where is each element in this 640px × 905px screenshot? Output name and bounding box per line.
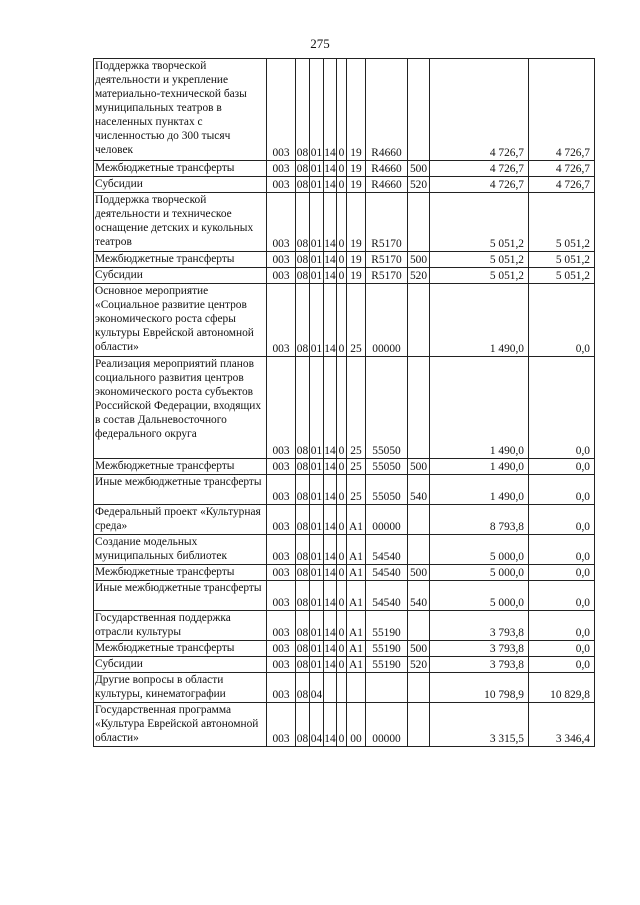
row-name: Межбюджетные трансферты bbox=[94, 641, 267, 657]
target-code-3: 25 bbox=[347, 475, 366, 505]
table-row bbox=[94, 252, 595, 268]
ved-code: 003 bbox=[267, 581, 296, 611]
section-code: 08 bbox=[296, 252, 310, 268]
row-name: Субсидии bbox=[94, 177, 267, 193]
sum-year-1: 1 490,0 bbox=[430, 459, 529, 475]
section-code: 08 bbox=[296, 673, 310, 703]
section-code: 08 bbox=[296, 161, 310, 177]
row-name: Поддержка творческой деятельности и укрепление материально-технической базы муниципальных театров в населенных пунктах с численностью до 300 тысяч человек bbox=[94, 59, 267, 161]
target-code-1: 14 bbox=[324, 703, 337, 747]
target-code-4: R4660 bbox=[366, 59, 408, 161]
table-row bbox=[94, 193, 595, 252]
target-code-4: 54540 bbox=[366, 565, 408, 581]
target-code-1: 14 bbox=[324, 193, 337, 252]
target-code-2: 0 bbox=[337, 268, 347, 284]
sum-year-1: 4 726,7 bbox=[430, 59, 529, 161]
target-code-2: 0 bbox=[337, 535, 347, 565]
table-row bbox=[94, 161, 595, 177]
sum-year-2: 0,0 bbox=[529, 475, 595, 505]
target-code-4: R4660 bbox=[366, 161, 408, 177]
target-code-2: 0 bbox=[337, 193, 347, 252]
target-code-2: 0 bbox=[337, 581, 347, 611]
target-code-4: R5170 bbox=[366, 193, 408, 252]
section-code: 08 bbox=[296, 193, 310, 252]
row-name: Иные межбюджетные трансферты bbox=[94, 581, 267, 611]
target-code-4: R4660 bbox=[366, 177, 408, 193]
target-code-1: 14 bbox=[324, 177, 337, 193]
ved-code: 003 bbox=[267, 657, 296, 673]
target-code-4: 55190 bbox=[366, 641, 408, 657]
expense-type-code: 500 bbox=[408, 459, 430, 475]
ved-code: 003 bbox=[267, 193, 296, 252]
sum-year-2: 5 051,2 bbox=[529, 193, 595, 252]
subsection-code: 01 bbox=[310, 177, 324, 193]
sum-year-1: 1 490,0 bbox=[430, 357, 529, 459]
sum-year-1: 1 490,0 bbox=[430, 284, 529, 357]
subsection-code: 01 bbox=[310, 284, 324, 357]
section-code: 08 bbox=[296, 505, 310, 535]
section-code: 08 bbox=[296, 177, 310, 193]
expense-type-code bbox=[408, 673, 430, 703]
sum-year-1: 5 000,0 bbox=[430, 535, 529, 565]
row-name: Межбюджетные трансферты bbox=[94, 252, 267, 268]
target-code-2: 0 bbox=[337, 177, 347, 193]
sum-year-1: 3 793,8 bbox=[430, 641, 529, 657]
section-code: 08 bbox=[296, 641, 310, 657]
sum-year-2: 0,0 bbox=[529, 357, 595, 459]
sum-year-2: 10 829,8 bbox=[529, 673, 595, 703]
table-row bbox=[94, 673, 595, 703]
target-code-4: 54540 bbox=[366, 581, 408, 611]
section-code: 08 bbox=[296, 581, 310, 611]
sum-year-2: 0,0 bbox=[529, 535, 595, 565]
row-name: Иные межбюджетные трансферты bbox=[94, 475, 267, 505]
expense-type-code bbox=[408, 505, 430, 535]
target-code-4 bbox=[366, 673, 408, 703]
sum-year-1: 8 793,8 bbox=[430, 505, 529, 535]
target-code-4: 55050 bbox=[366, 357, 408, 459]
expense-type-code: 500 bbox=[408, 252, 430, 268]
target-code-2: 0 bbox=[337, 161, 347, 177]
subsection-code: 01 bbox=[310, 581, 324, 611]
sum-year-1: 3 793,8 bbox=[430, 657, 529, 673]
expense-type-code: 500 bbox=[408, 161, 430, 177]
page-number: 275 bbox=[310, 36, 330, 51]
target-code-1: 14 bbox=[324, 565, 337, 581]
table-row bbox=[94, 535, 595, 565]
table-row bbox=[94, 475, 595, 505]
expense-type-code bbox=[408, 59, 430, 161]
row-name: Поддержка творческой деятельности и техническое оснащение детских и кукольных театров bbox=[94, 193, 267, 252]
target-code-1: 14 bbox=[324, 268, 337, 284]
subsection-code: 01 bbox=[310, 252, 324, 268]
expense-type-code: 540 bbox=[408, 581, 430, 611]
table-row bbox=[94, 657, 595, 673]
row-name: Реализация мероприятий планов социального развития центров экономического роста субъектов Российской Федерации, входящих в состав Дальневосточного федерального округа bbox=[94, 357, 267, 459]
target-code-2: 0 bbox=[337, 357, 347, 459]
target-code-2: 0 bbox=[337, 59, 347, 161]
sum-year-2: 5 051,2 bbox=[529, 252, 595, 268]
target-code-1: 14 bbox=[324, 611, 337, 641]
sum-year-2: 0,0 bbox=[529, 581, 595, 611]
expense-type-code: 520 bbox=[408, 268, 430, 284]
subsection-code: 04 bbox=[310, 703, 324, 747]
ved-code: 003 bbox=[267, 459, 296, 475]
expense-type-code: 520 bbox=[408, 657, 430, 673]
sum-year-1: 1 490,0 bbox=[430, 475, 529, 505]
table-row bbox=[94, 59, 595, 161]
target-code-1: 14 bbox=[324, 161, 337, 177]
target-code-3: 19 bbox=[347, 161, 366, 177]
ved-code: 003 bbox=[267, 475, 296, 505]
ved-code: 003 bbox=[267, 565, 296, 581]
ved-code: 003 bbox=[267, 535, 296, 565]
sum-year-1: 3 793,8 bbox=[430, 611, 529, 641]
target-code-1: 14 bbox=[324, 459, 337, 475]
expense-type-code bbox=[408, 535, 430, 565]
target-code-4: 54540 bbox=[366, 535, 408, 565]
table-row bbox=[94, 284, 595, 357]
target-code-4: R5170 bbox=[366, 252, 408, 268]
ved-code: 003 bbox=[267, 268, 296, 284]
subsection-code: 01 bbox=[310, 611, 324, 641]
row-name: Федеральный проект «Культурная среда» bbox=[94, 505, 267, 535]
table-row bbox=[94, 611, 595, 641]
ved-code: 003 bbox=[267, 703, 296, 747]
target-code-4: R5170 bbox=[366, 268, 408, 284]
target-code-2: 0 bbox=[337, 475, 347, 505]
subsection-code: 01 bbox=[310, 641, 324, 657]
target-code-3: 19 bbox=[347, 268, 366, 284]
expense-type-code: 520 bbox=[408, 177, 430, 193]
subsection-code: 01 bbox=[310, 161, 324, 177]
target-code-2: 0 bbox=[337, 703, 347, 747]
row-name: Государственная поддержка отрасли культуры bbox=[94, 611, 267, 641]
subsection-code: 01 bbox=[310, 657, 324, 673]
target-code-3: A1 bbox=[347, 641, 366, 657]
section-code: 08 bbox=[296, 268, 310, 284]
ved-code: 003 bbox=[267, 673, 296, 703]
table-body bbox=[94, 59, 595, 747]
target-code-3: 25 bbox=[347, 357, 366, 459]
sum-year-2: 0,0 bbox=[529, 657, 595, 673]
section-code: 08 bbox=[296, 357, 310, 459]
ved-code: 003 bbox=[267, 161, 296, 177]
sum-year-2: 0,0 bbox=[529, 641, 595, 657]
target-code-4: 55190 bbox=[366, 611, 408, 641]
subsection-code: 01 bbox=[310, 565, 324, 581]
target-code-2: 0 bbox=[337, 565, 347, 581]
sum-year-2: 0,0 bbox=[529, 505, 595, 535]
sum-year-2: 4 726,7 bbox=[529, 161, 595, 177]
target-code-4: 00000 bbox=[366, 703, 408, 747]
table-row bbox=[94, 505, 595, 535]
ved-code: 003 bbox=[267, 357, 296, 459]
target-code-4: 00000 bbox=[366, 284, 408, 357]
target-code-2: 0 bbox=[337, 657, 347, 673]
subsection-code: 04 bbox=[310, 673, 324, 703]
sum-year-1: 5 051,2 bbox=[430, 268, 529, 284]
sum-year-2: 4 726,7 bbox=[529, 177, 595, 193]
subsection-code: 01 bbox=[310, 268, 324, 284]
ved-code: 003 bbox=[267, 177, 296, 193]
target-code-2: 0 bbox=[337, 284, 347, 357]
table-row bbox=[94, 565, 595, 581]
target-code-4: 55050 bbox=[366, 459, 408, 475]
section-code: 08 bbox=[296, 59, 310, 161]
sum-year-1: 5 051,2 bbox=[430, 193, 529, 252]
sum-year-1: 4 726,7 bbox=[430, 177, 529, 193]
target-code-3: 19 bbox=[347, 193, 366, 252]
target-code-1: 14 bbox=[324, 475, 337, 505]
row-name: Межбюджетные трансферты bbox=[94, 565, 267, 581]
target-code-1: 14 bbox=[324, 284, 337, 357]
section-code: 08 bbox=[296, 657, 310, 673]
target-code-4: 55050 bbox=[366, 475, 408, 505]
row-name: Субсидии bbox=[94, 268, 267, 284]
target-code-1: 14 bbox=[324, 657, 337, 673]
expense-type-code bbox=[408, 703, 430, 747]
expense-type-code bbox=[408, 193, 430, 252]
target-code-2: 0 bbox=[337, 459, 347, 475]
subsection-code: 01 bbox=[310, 475, 324, 505]
target-code-3: 19 bbox=[347, 177, 366, 193]
target-code-3 bbox=[347, 673, 366, 703]
sum-year-2: 4 726,7 bbox=[529, 59, 595, 161]
subsection-code: 01 bbox=[310, 505, 324, 535]
table-row bbox=[94, 268, 595, 284]
sum-year-2: 3 346,4 bbox=[529, 703, 595, 747]
target-code-1: 14 bbox=[324, 357, 337, 459]
expense-type-code bbox=[408, 611, 430, 641]
ved-code: 003 bbox=[267, 252, 296, 268]
target-code-2: 0 bbox=[337, 641, 347, 657]
ved-code: 003 bbox=[267, 59, 296, 161]
target-code-2: 0 bbox=[337, 611, 347, 641]
section-code: 08 bbox=[296, 284, 310, 357]
ved-code: 003 bbox=[267, 284, 296, 357]
target-code-2 bbox=[337, 673, 347, 703]
target-code-1: 14 bbox=[324, 505, 337, 535]
target-code-3: 25 bbox=[347, 284, 366, 357]
target-code-2: 0 bbox=[337, 252, 347, 268]
expense-type-code: 540 bbox=[408, 475, 430, 505]
row-name: Основное мероприятие «Социальное развитие центров экономического роста сферы культуры Еврейской автономной области» bbox=[94, 284, 267, 357]
target-code-3: A1 bbox=[347, 611, 366, 641]
target-code-1: 14 bbox=[324, 581, 337, 611]
table-row bbox=[94, 177, 595, 193]
section-code: 08 bbox=[296, 565, 310, 581]
target-code-3: A1 bbox=[347, 535, 366, 565]
sum-year-2: 0,0 bbox=[529, 565, 595, 581]
row-name: Межбюджетные трансферты bbox=[94, 459, 267, 475]
sum-year-1: 4 726,7 bbox=[430, 161, 529, 177]
target-code-1: 14 bbox=[324, 252, 337, 268]
target-code-1 bbox=[324, 673, 337, 703]
table-row bbox=[94, 459, 595, 475]
target-code-1: 14 bbox=[324, 641, 337, 657]
expense-type-code: 500 bbox=[408, 565, 430, 581]
row-name: Межбюджетные трансферты bbox=[94, 161, 267, 177]
table-row bbox=[94, 581, 595, 611]
table-row bbox=[94, 703, 595, 747]
ved-code: 003 bbox=[267, 611, 296, 641]
target-code-3: 00 bbox=[347, 703, 366, 747]
section-code: 08 bbox=[296, 611, 310, 641]
section-code: 08 bbox=[296, 459, 310, 475]
target-code-1: 14 bbox=[324, 59, 337, 161]
target-code-3: A1 bbox=[347, 657, 366, 673]
subsection-code: 01 bbox=[310, 193, 324, 252]
sum-year-2: 0,0 bbox=[529, 459, 595, 475]
sum-year-2: 0,0 bbox=[529, 611, 595, 641]
subsection-code: 01 bbox=[310, 535, 324, 565]
expense-type-code bbox=[408, 357, 430, 459]
sum-year-2: 0,0 bbox=[529, 284, 595, 357]
target-code-4: 55190 bbox=[366, 657, 408, 673]
target-code-3: A1 bbox=[347, 505, 366, 535]
expense-type-code bbox=[408, 284, 430, 357]
expense-type-code: 500 bbox=[408, 641, 430, 657]
target-code-3: 25 bbox=[347, 459, 366, 475]
ved-code: 003 bbox=[267, 641, 296, 657]
sum-year-2: 5 051,2 bbox=[529, 268, 595, 284]
sum-year-1: 3 315,5 bbox=[430, 703, 529, 747]
target-code-3: 19 bbox=[347, 59, 366, 161]
section-code: 08 bbox=[296, 703, 310, 747]
section-code: 08 bbox=[296, 475, 310, 505]
table-row bbox=[94, 357, 595, 459]
sum-year-1: 10 798,9 bbox=[430, 673, 529, 703]
sum-year-1: 5 000,0 bbox=[430, 565, 529, 581]
target-code-1: 14 bbox=[324, 535, 337, 565]
target-code-3: A1 bbox=[347, 565, 366, 581]
subsection-code: 01 bbox=[310, 459, 324, 475]
row-name: Другие вопросы в области культуры, кинематографии bbox=[94, 673, 267, 703]
target-code-4: 00000 bbox=[366, 505, 408, 535]
sum-year-1: 5 051,2 bbox=[430, 252, 529, 268]
ved-code: 003 bbox=[267, 505, 296, 535]
sum-year-1: 5 000,0 bbox=[430, 581, 529, 611]
table-row bbox=[94, 641, 595, 657]
section-code: 08 bbox=[296, 535, 310, 565]
row-name: Субсидии bbox=[94, 657, 267, 673]
target-code-3: 19 bbox=[347, 252, 366, 268]
budget-table bbox=[93, 58, 595, 747]
subsection-code: 01 bbox=[310, 357, 324, 459]
target-code-2: 0 bbox=[337, 505, 347, 535]
row-name: Создание модельных муниципальных библиотек bbox=[94, 535, 267, 565]
subsection-code: 01 bbox=[310, 59, 324, 161]
row-name: Государственная программа «Культура Еврейской автономной области» bbox=[94, 703, 267, 747]
target-code-3: A1 bbox=[347, 581, 366, 611]
